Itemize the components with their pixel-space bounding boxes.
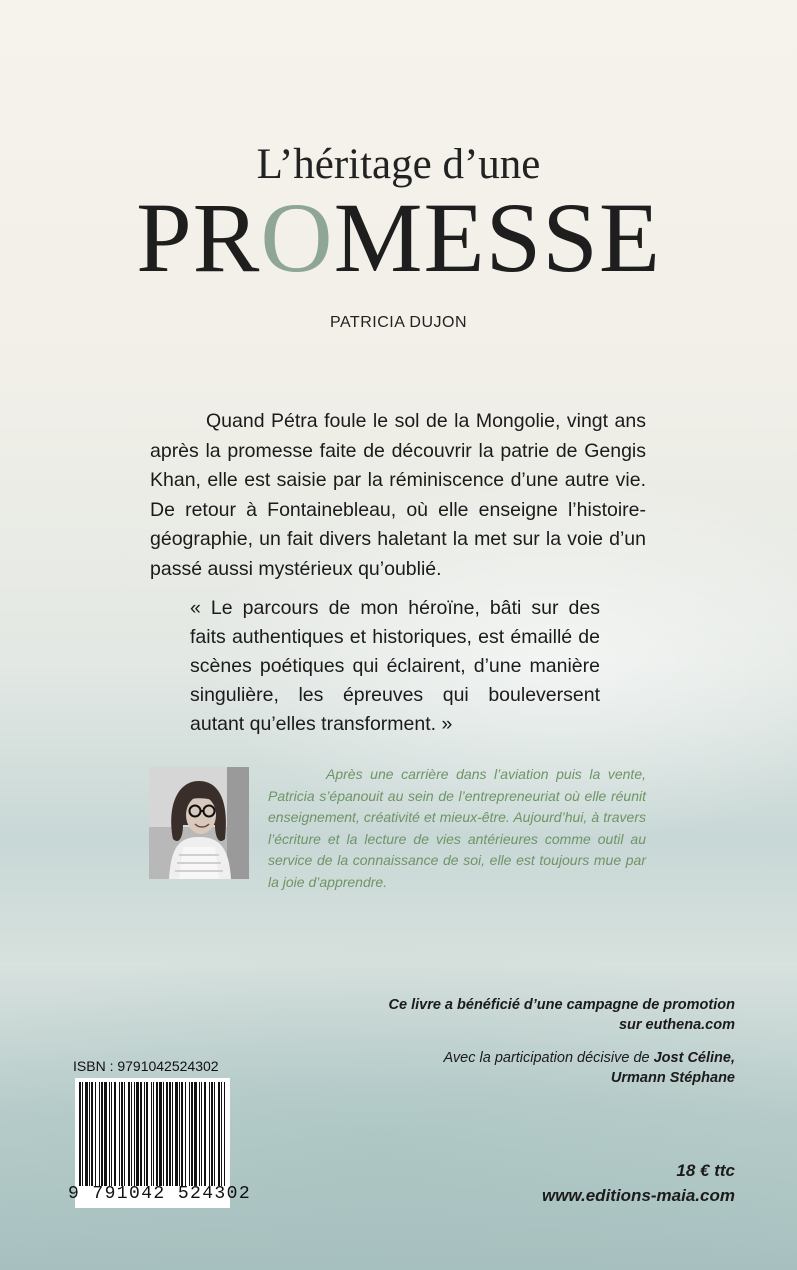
title-main-part1: PR	[136, 182, 261, 293]
promo-line-1: Ce livre a bénéficié d’une campagne de promotion	[388, 997, 735, 1013]
barcode-bar	[214, 1082, 215, 1186]
barcode-bar	[159, 1082, 162, 1186]
barcode-icon	[75, 1078, 230, 1186]
barcode-bar	[224, 1082, 225, 1186]
barcode-bar	[140, 1082, 142, 1186]
barcode-bar	[114, 1082, 116, 1186]
barcode-bar	[175, 1082, 178, 1186]
barcode-bar	[211, 1082, 213, 1186]
barcode-bar	[119, 1082, 120, 1186]
barcode-bar	[82, 1082, 83, 1186]
thanks-names-1: Jost Céline,	[653, 1050, 735, 1066]
barcode-bar	[166, 1082, 168, 1186]
title-top-line: L’héritage d’une	[256, 141, 541, 188]
barcode-bar	[104, 1082, 107, 1186]
barcode-bar	[172, 1082, 173, 1186]
barcode-bar	[221, 1082, 222, 1186]
barcode-bar	[99, 1082, 100, 1186]
barcode-bar	[151, 1082, 152, 1186]
barcode-bar	[131, 1082, 132, 1186]
portrait-photo	[149, 767, 249, 879]
barcode-bar	[79, 1082, 81, 1186]
barcode-bar	[101, 1082, 103, 1186]
promo-line-2: sur euthena.com	[618, 1017, 735, 1033]
isbn-label: ISBN : 9791042524302	[73, 1058, 219, 1074]
barcode-bar	[169, 1082, 171, 1186]
publisher-website: www.editions-maia.com	[541, 1186, 735, 1205]
barcode-bar	[185, 1082, 186, 1186]
barcode-bar	[146, 1082, 148, 1186]
barcode-bar	[109, 1082, 110, 1186]
barcode-bar	[181, 1082, 183, 1186]
author-quote: « Le parcours de mon héroïne, bâti sur des faits authentiques et historiques, est émaillé de scènes poétiques qui éclairent, d’une manière singulière, les épreuves qui bouleversent autant qu’elles transforment. »	[190, 597, 600, 735]
thanks-line-1	[444, 1050, 736, 1066]
barcode-bar	[218, 1082, 220, 1186]
barcode-bar	[128, 1082, 130, 1186]
author-name: PATRICIA DUJON	[329, 314, 468, 331]
barcode-bar	[201, 1082, 202, 1186]
barcode-bar	[189, 1082, 190, 1186]
barcode-bar	[204, 1082, 206, 1186]
barcode-bar	[89, 1082, 90, 1186]
barcode-bar	[124, 1082, 125, 1186]
barcode-bar	[199, 1082, 200, 1186]
barcode-bar	[179, 1082, 180, 1186]
barcode-bar	[85, 1082, 88, 1186]
barcode-digits: 9 791042 524302	[68, 1184, 252, 1204]
barcode-bar	[191, 1082, 193, 1186]
barcode-bar	[144, 1082, 145, 1186]
barcode-bar	[121, 1082, 123, 1186]
barcode-bar	[163, 1082, 164, 1186]
barcode-bar	[153, 1082, 154, 1186]
thanks-prefix: Avec la participation décisive de	[443, 1050, 650, 1066]
synopsis-paragraph: Quand Pétra foule le sol de la Mongolie, vingt ans après la promesse faite de découvrir la patrie de Gengis Khan, elle est saisie par la réminiscence d’une autre vie. De retour à Fontainebleau, où elle enseigne l’histoire-géographie, un fait divers haletant la met sur la voie d’un passé aussi mystérieux qu’oublié.	[150, 410, 646, 580]
barcode-bar	[134, 1082, 135, 1186]
barcode-bar	[209, 1082, 210, 1186]
barcode-bar	[194, 1082, 197, 1186]
barcode-bar	[156, 1082, 158, 1186]
author-bio: Après une carrière dans l’aviation puis la vente, Patricia s’épanouit au sein de l’entrepreneuriat où elle réunit enseignement, créativité et mieux-être. Aujourd’hui, à travers l’écriture et la lecture de vies antérieures comme outil au service de la connaissance de soi, elle est toujours mue par la joie d’apprendre.	[268, 766, 646, 890]
title-main-accent-letter: O	[260, 182, 334, 293]
title-main	[0, 182, 797, 293]
barcode-bar	[95, 1082, 96, 1186]
price: 18 € ttc	[676, 1161, 735, 1180]
thanks-names-2: Urmann Stéphane	[610, 1070, 735, 1086]
author-photo	[149, 767, 249, 879]
barcode-bar	[91, 1082, 93, 1186]
barcode-bar	[136, 1082, 139, 1186]
barcode-bar	[111, 1082, 112, 1186]
title-main-part2: MESSE	[333, 182, 661, 293]
